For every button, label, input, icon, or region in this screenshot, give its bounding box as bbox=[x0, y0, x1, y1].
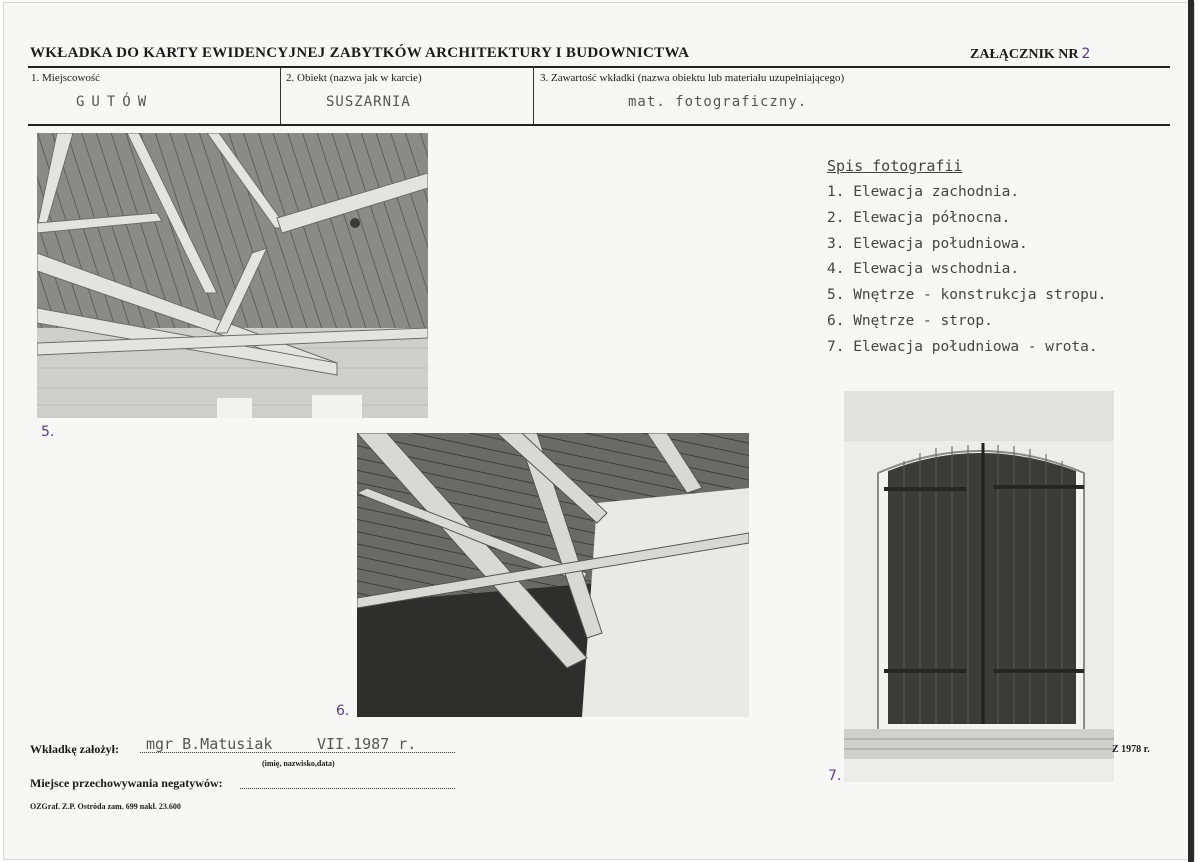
author-dotted-line bbox=[140, 752, 455, 753]
form-print-date: Z 1978 r. bbox=[1112, 744, 1150, 755]
author-value: mgr B.Matusiak bbox=[146, 735, 273, 753]
photo-list-item: 2. Elewacja północna. bbox=[827, 209, 1011, 226]
photo-list-item: 1. Elewacja zachodnia. bbox=[827, 184, 1020, 200]
photo-list-item: 7. Elewacja południowa - wrota. bbox=[827, 338, 1098, 355]
locality-value: GUTÓW bbox=[76, 94, 154, 110]
photo-ceiling bbox=[357, 433, 749, 717]
attachment-handwritten-number: 2 bbox=[1081, 46, 1091, 62]
storage-label: Miejsce przechowywania negatywów: bbox=[30, 776, 223, 790]
photo-arched-doors bbox=[844, 391, 1114, 782]
header-rule-bottom bbox=[28, 124, 1170, 126]
author-label: Wkładkę założył: bbox=[30, 742, 119, 756]
photo-list-item: 4. Elewacja wschodnia. bbox=[827, 261, 1020, 278]
photo-roof-structure bbox=[37, 133, 428, 418]
header-rule-top bbox=[28, 66, 1170, 68]
field-divider bbox=[280, 67, 281, 124]
attachment-label: ZAŁĄCZNIK NR bbox=[970, 47, 1079, 62]
photo-list bbox=[827, 184, 1106, 365]
photo-list-item: 5. Wnętrze - konstrukcja stropu. bbox=[827, 287, 1107, 304]
content-value: mat. fotograficzny. bbox=[628, 94, 808, 110]
attachment-number bbox=[970, 46, 1090, 63]
photo-list-item: 3. Elewacja południowa. bbox=[827, 235, 1028, 252]
storage-dotted-line bbox=[240, 788, 455, 789]
printer-imprint: OZGraf. Z.P. Ostróda zam. 699 nakł. 23.600 bbox=[30, 802, 181, 811]
form-title: WKŁADKA DO KARTY EWIDENCYJNEJ ZABYTKÓW ARCHITEKTURY I BUDOWNICTWA bbox=[30, 45, 690, 61]
author-caption: (imię, nazwisko,data) bbox=[262, 759, 335, 768]
photo-number-5: 5. bbox=[41, 424, 55, 440]
object-label: 2. Obiekt (nazwa jak w karcie) bbox=[286, 72, 422, 84]
photo-number-6: 6. bbox=[336, 703, 350, 719]
photo-list-title: Spis fotografii bbox=[827, 157, 963, 175]
photo-list-item: 6. Wnętrze - strop. bbox=[827, 312, 993, 329]
object-value: SUSZARNIA bbox=[326, 94, 411, 110]
content-label: 3. Zawartość wkładki (nazwa obiektu lub materiału uzupełniającego) bbox=[540, 72, 845, 84]
scan-edge bbox=[1188, 0, 1194, 862]
field-divider bbox=[533, 67, 534, 124]
photo-number-7: 7. bbox=[828, 768, 842, 784]
author-date: VII.1987 r. bbox=[317, 735, 417, 753]
locality-label: 1. Miejscowość bbox=[31, 72, 101, 84]
